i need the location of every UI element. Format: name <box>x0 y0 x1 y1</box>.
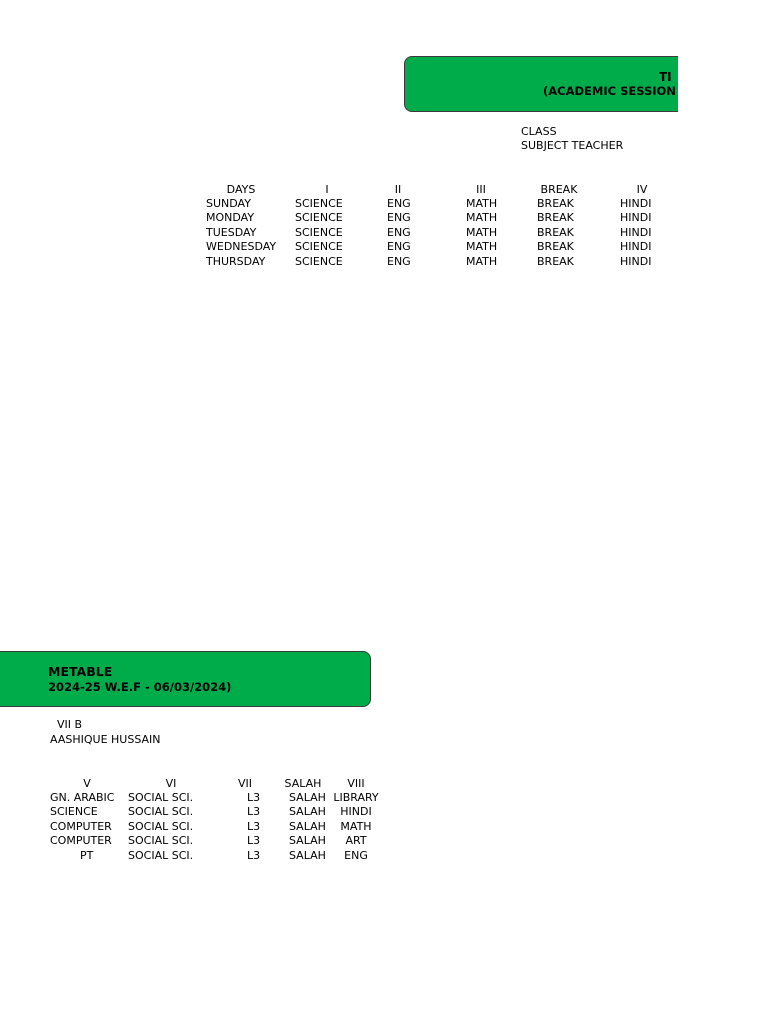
day-cell: THURSDAY <box>206 255 266 268</box>
class-label: CLASS <box>521 125 557 138</box>
title-banner-left <box>404 56 704 112</box>
period-cell: MATH <box>466 226 498 239</box>
period-cell: MATH <box>466 211 498 224</box>
period-cell: SCIENCE <box>295 211 343 224</box>
timetable-title-fragment: TI <box>659 70 672 84</box>
session-fragment: 2024-25 W.E.F - 06/03/2024) <box>48 680 232 694</box>
day-cell: WEDNESDAY <box>206 240 277 253</box>
period-cell: ART <box>345 834 367 847</box>
teacher-value: AASHIQUE HUSSAIN <box>50 733 161 746</box>
period-cell: SOCIAL SCI. <box>128 791 194 804</box>
salah-cell: SALAH <box>289 805 326 818</box>
salah-cell: SALAH <box>289 791 326 804</box>
period-cell: ENG <box>387 240 411 253</box>
salah-cell: SALAH <box>289 849 326 862</box>
header-period-2: II <box>394 183 402 196</box>
period-cell: HINDI <box>620 255 652 268</box>
period-cell: ENG <box>387 226 411 239</box>
session-fragment: (ACADEMIC SESSION <box>543 84 676 98</box>
period-cell: HINDI <box>620 240 652 253</box>
period-cell: MATH <box>466 240 498 253</box>
period-cell: ENG <box>344 849 368 862</box>
day-cell: MONDAY <box>206 211 255 224</box>
period-cell: SCIENCE <box>295 226 343 239</box>
period-cell: L3 <box>247 849 261 862</box>
period-cell: MATH <box>466 255 498 268</box>
period-cell: SCIENCE <box>295 197 343 210</box>
period-cell: L3 <box>247 820 261 833</box>
period-cell: L3 <box>247 834 261 847</box>
salah-cell: SALAH <box>289 834 326 847</box>
period-cell: COMPUTER <box>50 820 112 833</box>
header-period-5: V <box>83 777 91 790</box>
day-cell: SUNDAY <box>206 197 251 210</box>
class-value: VII B <box>57 718 83 731</box>
break-cell: BREAK <box>537 226 574 239</box>
timetable-title-fragment: METABLE <box>48 664 113 679</box>
header-period-7: VII <box>237 777 252 790</box>
period-cell: HINDI <box>620 211 652 224</box>
period-cell: SOCIAL SCI. <box>128 805 194 818</box>
period-cell: SOCIAL SCI. <box>128 820 194 833</box>
period-cell: ENG <box>387 197 411 210</box>
title-banner-right <box>0 651 371 707</box>
header-period-3: III <box>476 183 486 196</box>
period-cell: HINDI <box>620 226 652 239</box>
period-cell: HINDI <box>340 805 372 818</box>
header-period-6: VI <box>165 777 177 790</box>
period-cell: MATH <box>340 820 372 833</box>
header-days: DAYS <box>226 183 256 196</box>
period-cell: COMPUTER <box>50 834 112 847</box>
period-cell: SCIENCE <box>295 240 343 253</box>
period-cell: ENG <box>387 211 411 224</box>
subject-teacher-label: SUBJECT TEACHER <box>521 139 624 152</box>
salah-cell: SALAH <box>289 820 326 833</box>
period-cell: LIBRARY <box>333 791 379 804</box>
break-cell: BREAK <box>537 240 574 253</box>
period-cell: MATH <box>466 197 498 210</box>
period-cell: SOCIAL SCI. <box>128 849 194 862</box>
period-cell: SCIENCE <box>295 255 343 268</box>
period-cell: PT <box>80 849 94 862</box>
header-salah: SALAH <box>284 777 322 790</box>
page-edge-mask <box>678 40 768 130</box>
period-cell: HINDI <box>620 197 652 210</box>
header-break: BREAK <box>540 183 578 196</box>
day-cell: TUESDAY <box>206 226 257 239</box>
header-period-4: IV <box>636 183 648 196</box>
period-cell: ENG <box>387 255 411 268</box>
period-cell: L3 <box>247 791 261 804</box>
break-cell: BREAK <box>537 255 574 268</box>
period-cell: SCIENCE <box>50 805 98 818</box>
period-cell: GN. ARABIC <box>50 791 115 804</box>
header-period-1: I <box>325 183 329 196</box>
break-cell: BREAK <box>537 211 574 224</box>
period-cell: L3 <box>247 805 261 818</box>
break-cell: BREAK <box>537 197 574 210</box>
header-period-8: VIII <box>347 777 365 790</box>
period-cell: SOCIAL SCI. <box>128 834 194 847</box>
